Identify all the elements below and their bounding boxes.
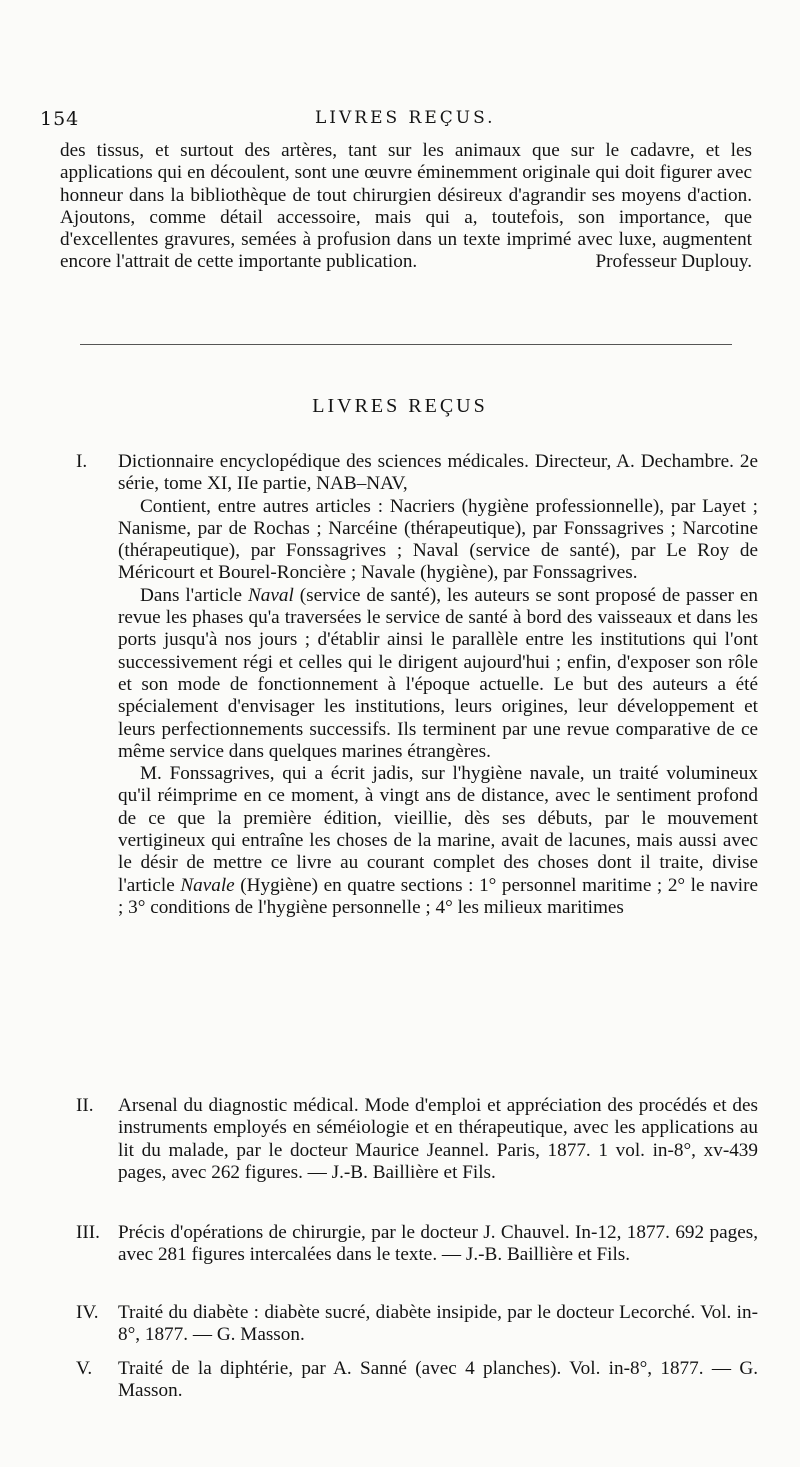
entry-number: IV. (76, 1302, 99, 1323)
section-title: LIVRES REÇUS (312, 395, 488, 417)
entry-paragraph: Contient, entre autres articles : Nacriers (hygiène professionnelle), par Layet ; Nanisme, par de Rochas ; Narcéine (thérapeutique), par Fonssagrives ; Narcotine (thérapeutique), par Fonssagrives ; Naval (service de santé), par Le Roy de Méricourt et Bourel-Roncière ; Navale (hygiène), par Fonssagrives. (118, 495, 758, 584)
entry-paragraph: Dans l'article Naval (service de santé), les auteurs se sont proposé de passer en revue les phases qu'a traversées le service de santé à bord des vaisseaux et dans les ports jusqu'à nos jours ; d'établir ainsi le parallèle entre les institutions qui l'ont successivement régi et celles qui le dirigent aujourd'hui ; enfin, d'exposer son rôle et son mode de fonctionnement à l'époque actuelle. Le but des auteurs a été spécialement d'envisager les institutions, leurs origines, leur développement et leurs perfectionnements successifs. Ils terminent par une revue comparative de ce même service dans quelques marines étrangères. (118, 584, 758, 762)
book-entry-3 (76, 1222, 758, 1267)
entry-title: Dictionnaire encyclopédique des sciences médicales. Directeur, A. Dechambre. 2e série, tome XI, IIe partie, NAB–NAV, (118, 451, 758, 495)
entry-text: Traité de la diphtérie, par A. Sanné (avec 4 planches). Vol. in-8°, 1877. — G. Masson. (118, 1358, 758, 1402)
entry-number: I. (76, 451, 88, 472)
book-entry-5 (76, 1358, 758, 1403)
signature: Professeur Duplouy. (595, 251, 752, 273)
intro-text: des tissus, et surtout des artères, tant sur les animaux que sur le cadavre, et les applications qui en découlent, sont une œuvre éminemment originale qui doit figurer avec honneur dans la bibliothèque de tout chirurgien désireux d'agrandir ses moyens d'action. Ajoutons, comme détail accessoire, mais qui a, toutefois, son importance, que d'excellentes gravures, semées à profusion dans un texte imprimé avec luxe, augmentent encore l'attrait de cette importante publication. (60, 140, 752, 273)
entry-number: V. (76, 1358, 93, 1379)
entry-paragraph: M. Fonssagrives, qui a écrit jadis, sur l'hygiène navale, un traité volumineux qu'il réimprime en ce moment, à vingt ans de distance, avec le sentiment profond de ce que la première édition, vieillie, dès ses débuts, par le mouvement vertigineux qui entraîne les choses de la marine, avait de lacunes, mais aussi avec le désir de mettre ce livre au courant complet des choses dont il traite, divise l'article Navale (Hygiène) en quatre sections : 1° personnel maritime ; 2° le navire ; 3° conditions de l'hygiène personnelle ; 4° les milieux maritimes (118, 763, 759, 918)
book-entry-2 (76, 1095, 758, 1184)
book-entry-1 (76, 451, 759, 919)
running-title: LIVRES REÇUS. (315, 108, 496, 128)
entry-text: Précis d'opérations de chirurgie, par le docteur J. Chauvel. In-12, 1877. 692 pages, avec 281 figures intercalées dans le texte. — J.-B. Baillière et Fils. (118, 1222, 758, 1266)
section-divider (80, 344, 732, 345)
intro-paragraph (60, 140, 752, 274)
book-entry-4 (76, 1302, 758, 1347)
entry-text: Traité du diabète : diabète sucré, diabète insipide, par le docteur Lecorché. Vol. in-8°, 1877. — G. Masson. (118, 1302, 758, 1346)
entry-number: III. (76, 1222, 100, 1243)
entry-text: Arsenal du diagnostic médical. Mode d'emploi et appréciation des procédés et des instruments employés en séméiologie et en thérapeutique, avec les applications au lit du malade, par le docteur Maurice Jeannel. Paris, 1877. 1 vol. in-8°, xv-439 pages, avec 262 figures. — J.-B. Baillière et Fils. (118, 1095, 758, 1183)
page-number: 154 (40, 108, 80, 130)
running-head (40, 108, 760, 136)
entry-number: II. (76, 1095, 94, 1116)
